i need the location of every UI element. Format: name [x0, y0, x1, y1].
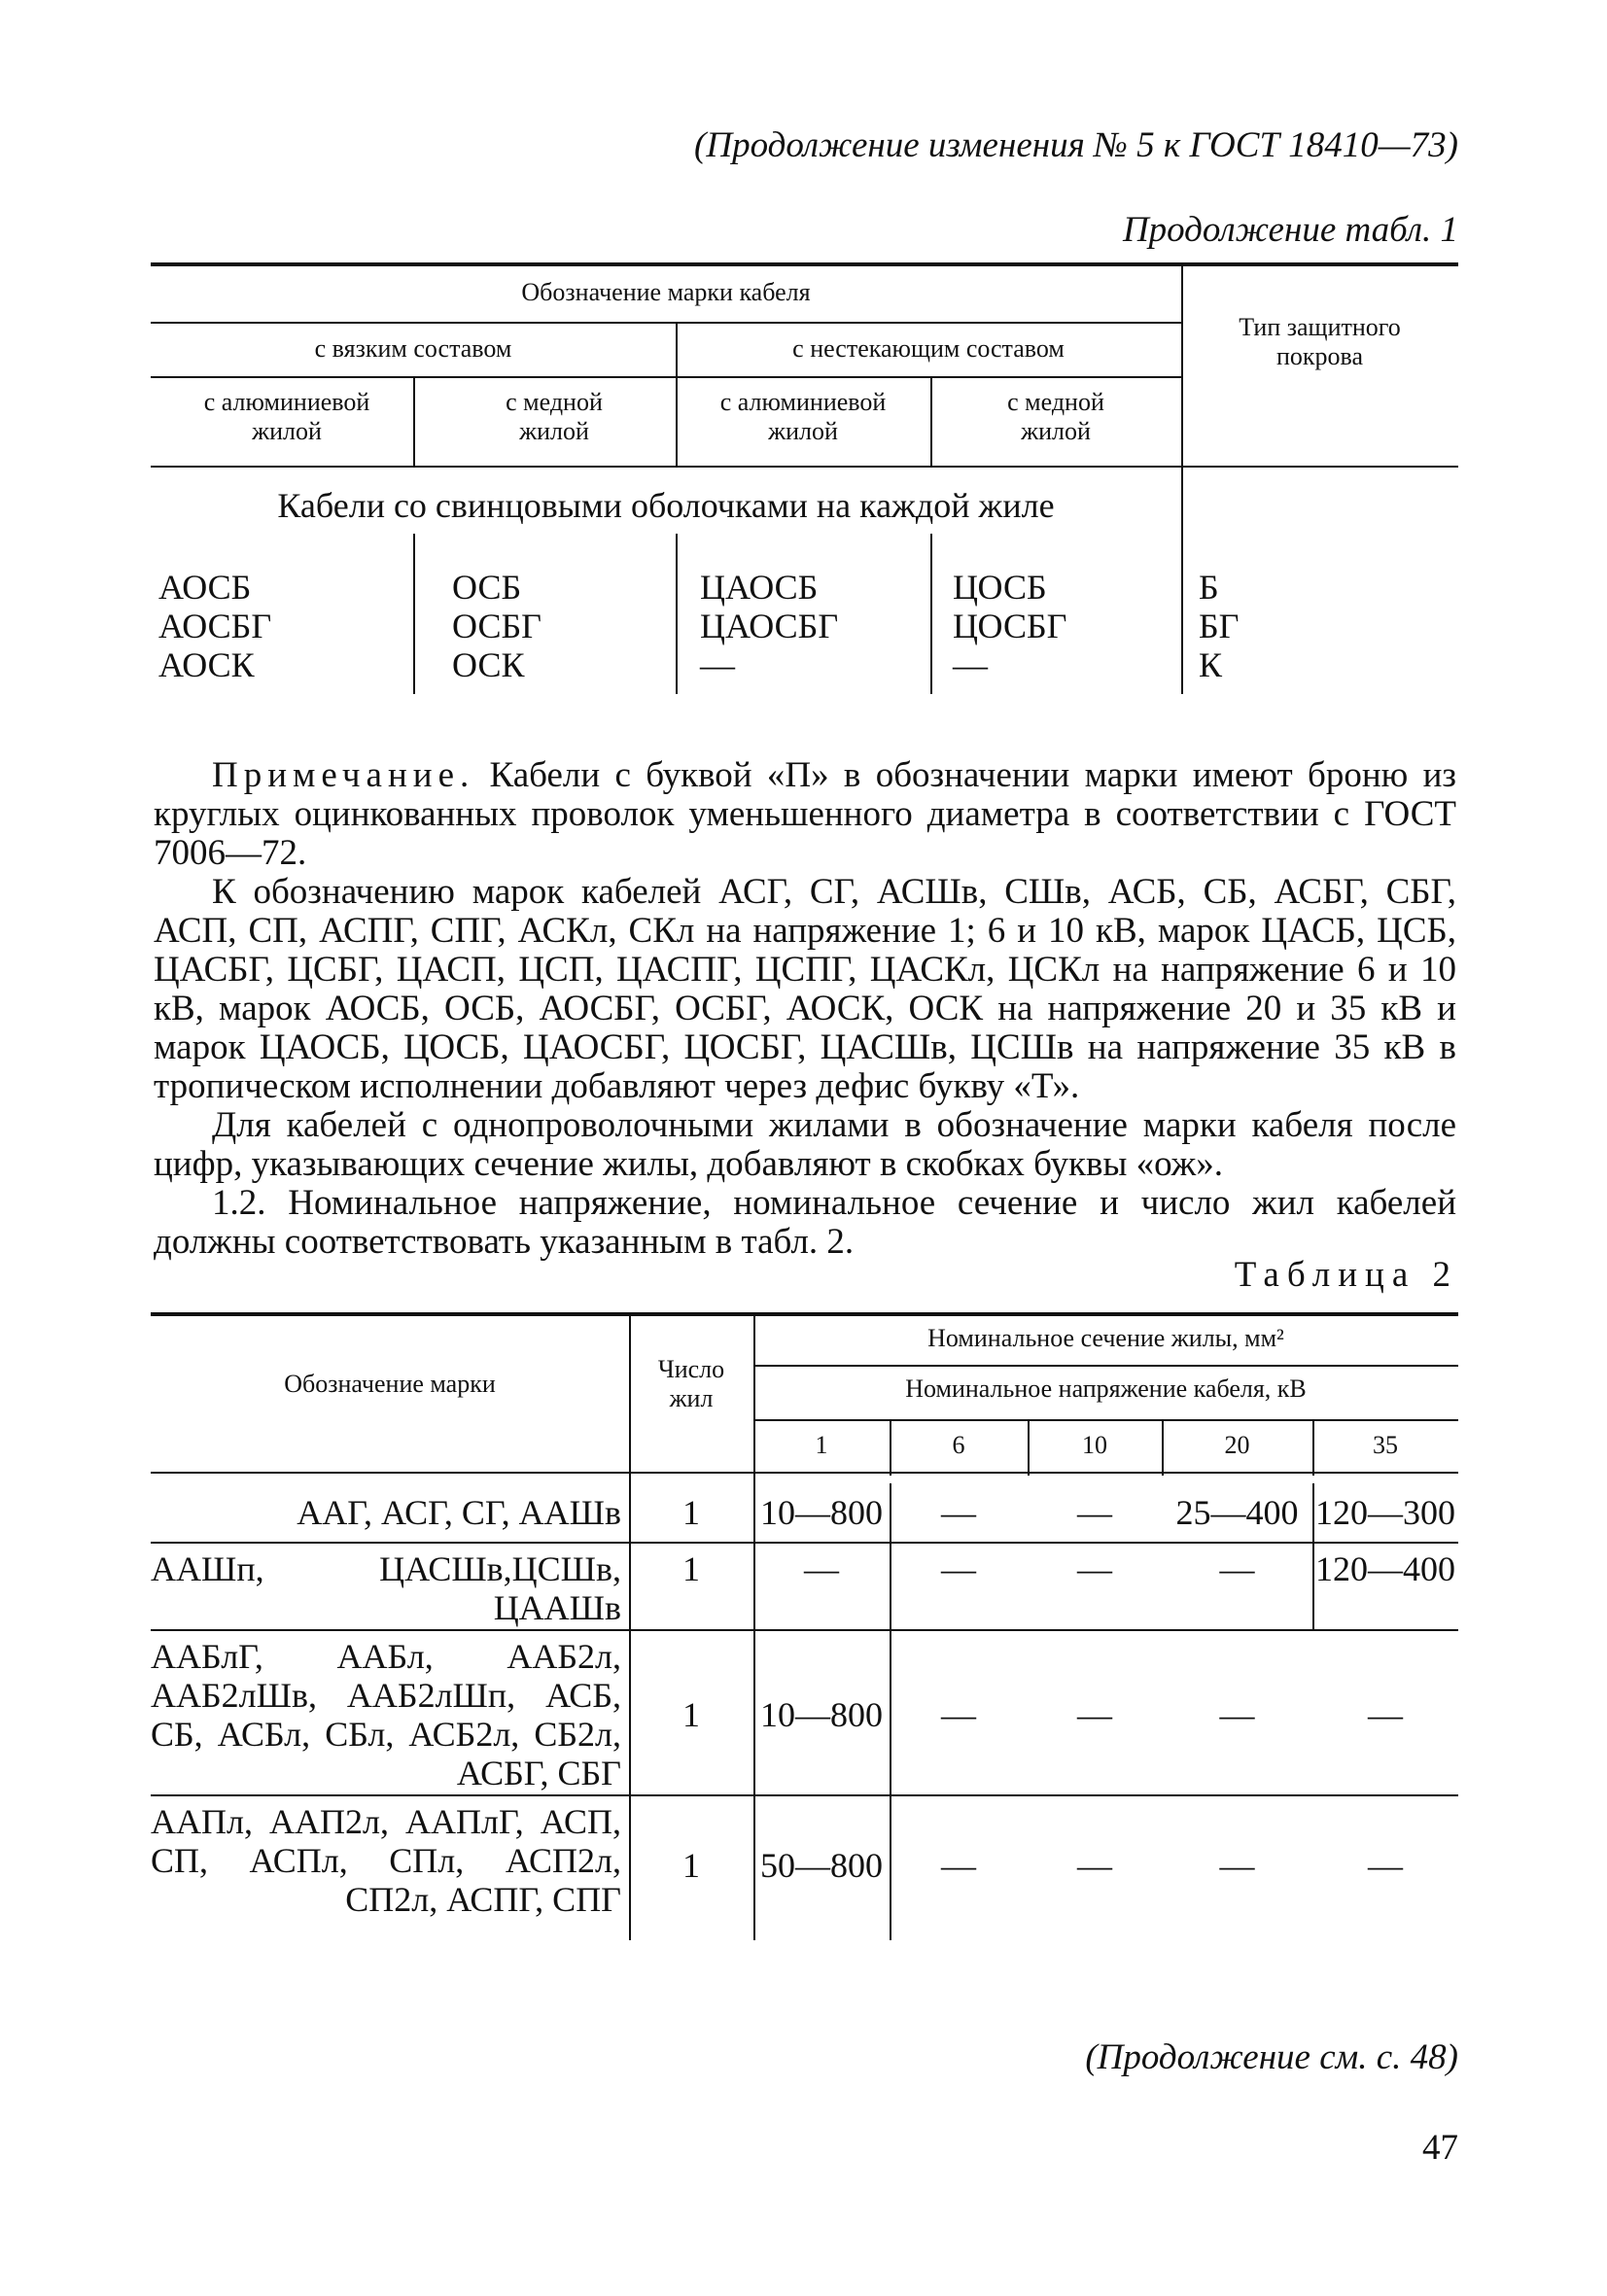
table-row-v20: — — [1219, 1846, 1255, 1885]
list-item: ОСБ — [452, 568, 522, 607]
table-row-mark: ААБлГ, ААБл, ААБ2л, ААБ2лШв, ААБ2лШп, АСБ, СБ, АСБл, СБл, АСБ2л, СБ2л, АСБГ, СБГ — [151, 1637, 621, 1792]
paragraph: 1.2. Номинальное напряжение, номинальное сечение и число жил кабелей должны соответствовать указанным в табл. 2. — [154, 1183, 1456, 1262]
table2-voltage-20: 20 — [1224, 1431, 1250, 1459]
table2-head-mark: Обозначение марки — [284, 1370, 496, 1398]
table-row-v20: 25—400 — [1175, 1493, 1299, 1532]
table1-rule — [930, 534, 932, 694]
list-item: АОСБГ — [158, 607, 272, 645]
table-row-v20: — — [1219, 1549, 1255, 1588]
body-text — [154, 756, 1456, 1262]
list-item: ЦОСБ — [953, 568, 1047, 607]
table1-rule — [151, 322, 1181, 324]
table-2 — [151, 1312, 1458, 1940]
table1-rule — [151, 376, 1181, 378]
list-item: ЦОСБГ — [953, 607, 1067, 645]
list-item: АОСК — [158, 645, 255, 684]
table-row-cores: 1 — [682, 1695, 700, 1734]
table1-head-al2: с алюминиевой жилой — [719, 388, 887, 445]
table-row-v1: — — [804, 1549, 839, 1588]
table-row-v6: — — [941, 1493, 976, 1532]
table2-rule — [151, 1629, 1458, 1631]
table1-rule — [1181, 266, 1183, 694]
table1-rule — [930, 376, 932, 466]
table2-rule — [1028, 1419, 1030, 1476]
table1-col-cover-type — [1199, 568, 1239, 684]
table1-col-copper-viscous — [452, 568, 541, 684]
note-label: Примечание. — [212, 755, 475, 795]
table-row-mark: ААШп, ЦАСШв,ЦСШв, ЦААШв — [151, 1549, 621, 1627]
list-item: ЦАОСБ — [700, 568, 819, 607]
table1-head-main: Обозначение марки кабеля — [521, 278, 811, 306]
table1-head-viscous: с вязким составом — [314, 334, 512, 363]
table1-col-copper-nondrip — [953, 568, 1066, 684]
table-row-cores: 1 — [682, 1549, 700, 1588]
table-1 — [151, 262, 1458, 694]
table2-rule — [753, 1365, 1458, 1367]
list-item: АОСБ — [158, 568, 252, 607]
page-number: 47 — [1422, 2128, 1458, 2168]
table2-rule — [753, 1419, 1458, 1421]
table-row-cores: 1 — [682, 1493, 700, 1532]
table-row-v1: 50—800 — [760, 1846, 883, 1885]
table-row-v20: — — [1219, 1695, 1255, 1734]
table2-head-section: Номинальное сечение жилы, мм² — [927, 1324, 1284, 1352]
table2-voltage-10: 10 — [1082, 1431, 1107, 1459]
table1-head-cover: Тип защитного покрова — [1239, 313, 1401, 370]
table-row-mark: ААГ, АСГ, СГ, ААШв — [297, 1493, 621, 1532]
table1-rule — [413, 376, 415, 466]
list-item: ЦАОСБГ — [700, 607, 839, 645]
table-row-v1: 10—800 — [760, 1695, 883, 1734]
table-continuation-label: Продолжение табл. 1 — [1122, 210, 1458, 250]
table-row-v35: 120—400 — [1315, 1549, 1455, 1588]
table-row-v6: — — [941, 1695, 976, 1734]
table1-section-title: Кабели со свинцовыми оболочками на каждой жиле — [277, 486, 1055, 525]
table1-head-nondrip: с нестекающим составом — [792, 334, 1065, 363]
table-row-cores: 1 — [682, 1846, 700, 1885]
paragraph: Для кабелей с однопроволочными жилами в обозначение марки кабеля после цифр, указывающих сечение жилы, добавляют в скобках буквы «ож». — [154, 1105, 1456, 1184]
list-item: БГ — [1199, 607, 1240, 645]
table-row-v10: — — [1077, 1695, 1112, 1734]
list-item: ОСК — [452, 645, 525, 684]
table2-rule — [890, 1419, 891, 1476]
table1-rule — [151, 466, 1458, 468]
table2-rule — [1162, 1419, 1164, 1476]
table1-col-aluminium-viscous — [158, 568, 271, 684]
document-header: (Продолжение изменения № 5 к ГОСТ 18410—73) — [694, 125, 1458, 165]
table1-head-cu1: с медной жилой — [506, 388, 603, 445]
table-row-v1: 10—800 — [760, 1493, 883, 1532]
table-row-v6: — — [941, 1846, 976, 1885]
list-item: ОСБГ — [452, 607, 541, 645]
table1-head-cu2: с медной жилой — [1007, 388, 1104, 445]
table-row-v6: — — [941, 1549, 976, 1588]
table2-rule — [151, 1472, 1458, 1474]
list-item: Б — [1199, 568, 1219, 607]
table2-label: Таблица 2 — [1234, 1255, 1458, 1295]
table-row-mark: ААПл, ААП2л, ААПлГ, АСП, СП, АСПл, СПл, АСП2л, СП2л, АСПГ, СПГ — [151, 1802, 621, 1919]
table1-col-aluminium-nondrip — [700, 568, 838, 684]
list-item: — — [700, 645, 735, 684]
table2-head-voltage: Номинальное напряжение кабеля, кВ — [905, 1374, 1307, 1403]
table2-rule — [1312, 1419, 1314, 1476]
table2-voltage-35: 35 — [1373, 1431, 1398, 1459]
table1-rule — [413, 534, 415, 694]
list-item: К — [1199, 645, 1223, 684]
table2-head-cores: Число жил — [657, 1355, 725, 1412]
table-row-v10: — — [1077, 1549, 1112, 1588]
table2-rule — [151, 1794, 1458, 1796]
table1-rule — [676, 322, 678, 466]
table2-rule — [151, 1542, 1458, 1544]
table-row-v35: 120—300 — [1315, 1493, 1455, 1532]
table-row-v10: — — [1077, 1846, 1112, 1885]
note-paragraph — [154, 756, 1456, 873]
table1-head-al1: с алюминиевой жилой — [203, 388, 370, 445]
paragraph: К обозначению марок кабелей АСГ, СГ, АСШв, СШв, АСБ, СБ, АСБГ, СБГ, АСП, СП, АСПГ, СПГ, АСКл, СКл на напряжение 1; 6 и 10 кВ, марок ЦАСБ, ЦСБ, ЦАСБГ, ЦСБГ, ЦАСП, ЦСП, ЦАСПГ, ЦСПГ, ЦАСКл, ЦСКл на напряжение 6 и 10 кВ, марок АОСБ, ОСБ, АОСБГ, ОСБГ, АОСК, ОСК на напряжение 20 и 35 кВ и марок ЦАОСБ, ЦОСБ, ЦАОСБГ, ЦОСБГ, ЦАСШв, ЦСШв на напряжение 35 кВ в тропическом исполнении добавляют через дефис букву «Т». — [154, 872, 1456, 1106]
table2-voltage-6: 6 — [952, 1431, 965, 1459]
list-item: — — [953, 645, 988, 684]
table-row-v35: — — [1368, 1846, 1403, 1885]
table1-rule — [676, 534, 678, 694]
table-row-v35: — — [1368, 1695, 1403, 1734]
note-text: Кабели с буквой «П» в обозначении марки имеют броню из круглых оцинкованных проволок уменьшенного диаметра в соответствии с ГОСТ 7006—72. — [154, 755, 1456, 873]
table2-voltage-1: 1 — [815, 1431, 828, 1459]
footer-continuation: (Продолжение см. с. 48) — [1085, 2037, 1458, 2077]
table-row-v10: — — [1077, 1493, 1112, 1532]
